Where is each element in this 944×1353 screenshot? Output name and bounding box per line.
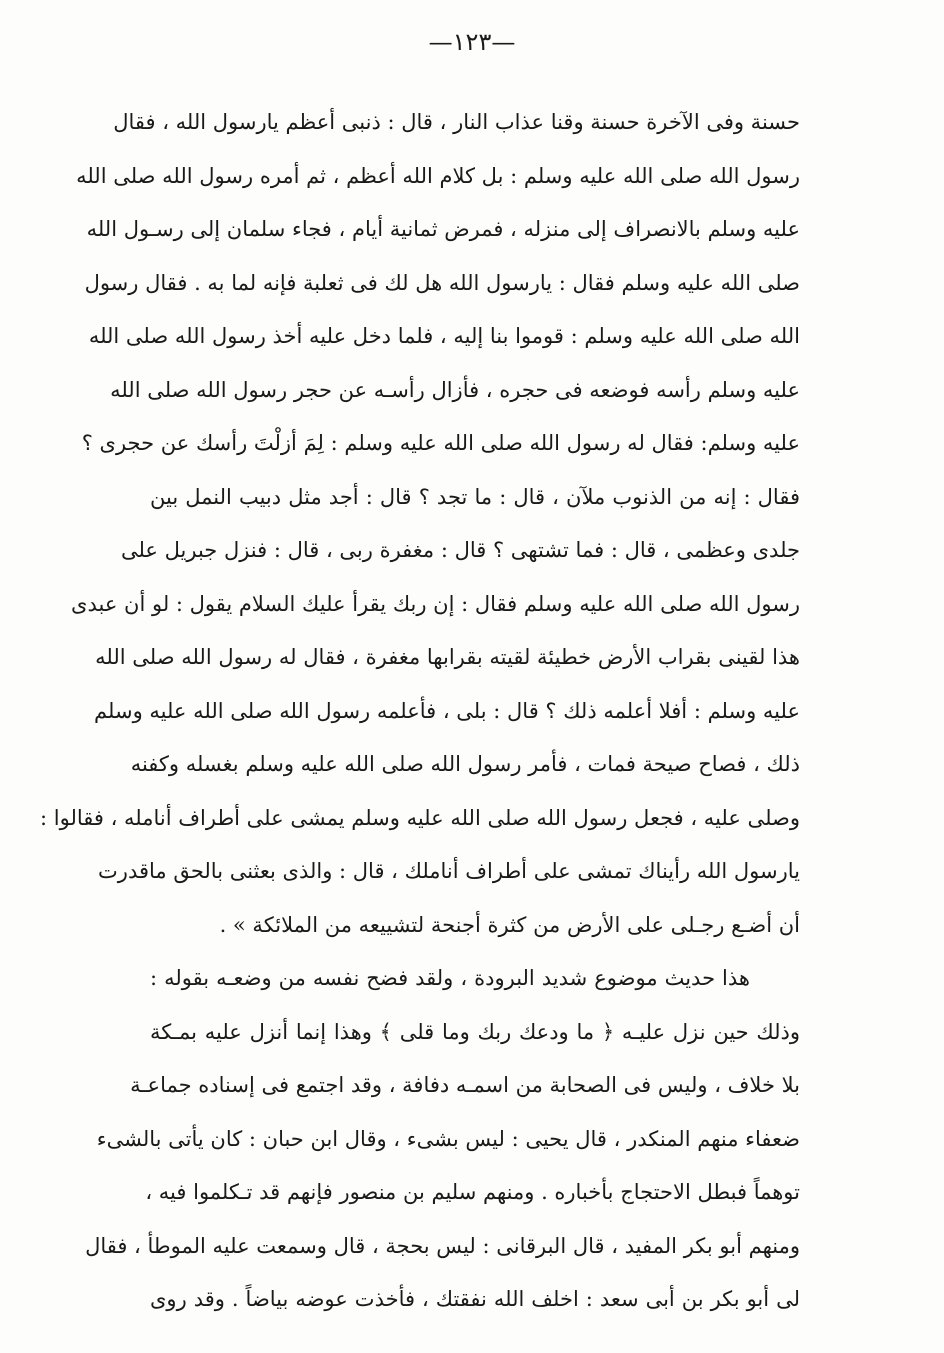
text-line: الله صلى الله عليه وسلم : قوموا بنا إليه ، فلما دخل عليه أخذ رسول الله صلى الله xyxy=(88,324,800,348)
text-line: فقال : إنه من الذنوب ملآن ، قال : ما تجد ؟ قال : أجد مثل دبيب النمل بين xyxy=(150,484,800,509)
text-line: حسنة وفى الآخرة حسنة وقنا عذاب النار ، قال : ذنبى أعظم يارسول الله ، فقال xyxy=(113,110,800,134)
text-line: ضعفاء منهم المنكدر ، قال يحيى : ليس بشىء ، وقال ابن حبان : كان يأتى بالشىء xyxy=(96,1126,800,1151)
text-line: رسول الله صلى الله عليه وسلم فقال : إن ربك يقرأ عليك السلام يقول : لو أن عبدى xyxy=(71,591,800,616)
text-line: عليه وسلم رأسه فوضعه فى حجره ، فأزال رأسـه عن حجر رسول الله صلى الله xyxy=(110,377,800,402)
text-line: هذا حديث موضوع شديد البرودة ، ولقد فضح نفسه من وضعـه بقوله : xyxy=(150,966,750,990)
text-line: عليه وسلم: فقال له رسول الله صلى الله عليه وسلم : لِمَ أزلْتَ رأسك عن حجرى ؟ xyxy=(81,431,800,455)
text-line: عليه وسلم بالانصراف إلى منزله ، فمرض ثمانية أيام ، فجاء سلمان إلى رسـول الله xyxy=(86,217,800,241)
page-number: —١٢٣— xyxy=(428,28,516,56)
text-line: وصلى عليه ، فجعل رسول الله صلى الله عليه وسلم يمشى على أطراف أنامله ، فقالوا : xyxy=(40,805,800,830)
text-line: توهماً فبطل الاحتجاج بأخباره . ومنهم سليم بن منصور فإنهم قد تـكلموا فيه ، xyxy=(145,1180,800,1204)
text-line: أن أضـع رجـلى على الأرض من كثرة أجنحة لتشييعه من الملائكة » . xyxy=(219,912,800,937)
text-line: وذلك حين نزل عليـه ﴿ ما ودعك ربك وما قلى ﴾ وهذا إنما أنزل عليه بمـكة xyxy=(150,1019,800,1044)
text-line: رسول الله صلى الله عليه وسلم : بل كلام الله أعظم ، ثم أمره رسول الله صلى الله xyxy=(76,163,800,188)
text-line: لى أبو بكر بن أبى سعد : اخلف الله نفقتك ، فأخذت عوضه بياضاً . وقد روى xyxy=(150,1287,800,1311)
text-line: هذا لقينى بقراب الأرض خطيئة لقيته بقرابها مغفرة ، فقال له رسول الله صلى الله xyxy=(95,645,800,669)
text-line: صلى الله عليه وسلم فقال : يارسول الله هل لك فى ثعلبة فإنه لما به . فقال رسول xyxy=(84,270,800,295)
text-line: بلا خلاف ، وليس فى الصحابة من اسمـه دفافة ، وقد اجتمع فى إسناده جماعـة xyxy=(130,1073,800,1097)
paragraph-commentary xyxy=(85,952,800,1327)
text-line: ذلك ، فصاح صيحة فمات ، فأمر رسول الله صلى الله عليه وسلم بغسله وكفنه xyxy=(130,752,800,776)
text-line: عليه وسلم : أفلا أعلمه ذلك ؟ قال : بلى ، فأعلمه رسول الله صلى الله عليه وسلم xyxy=(94,698,800,723)
paragraph-hadith xyxy=(40,96,800,952)
text-line: يارسول الله رأيناك تمشى على أطراف أناملك ، قال : والذى بعثنى بالحق ماقدرت xyxy=(98,859,800,883)
text-line: ومنهم أبو بكر المفيد ، قال البرقانى : ليس بحجة ، قال وسمعت عليه الموطأ ، فقال xyxy=(85,1233,800,1258)
text-line: جلدى وعظمى ، قال : فما تشتهى ؟ قال : مغفرة ربى ، قال : فنزل جبريل على xyxy=(120,538,800,562)
body-text xyxy=(40,96,800,1327)
